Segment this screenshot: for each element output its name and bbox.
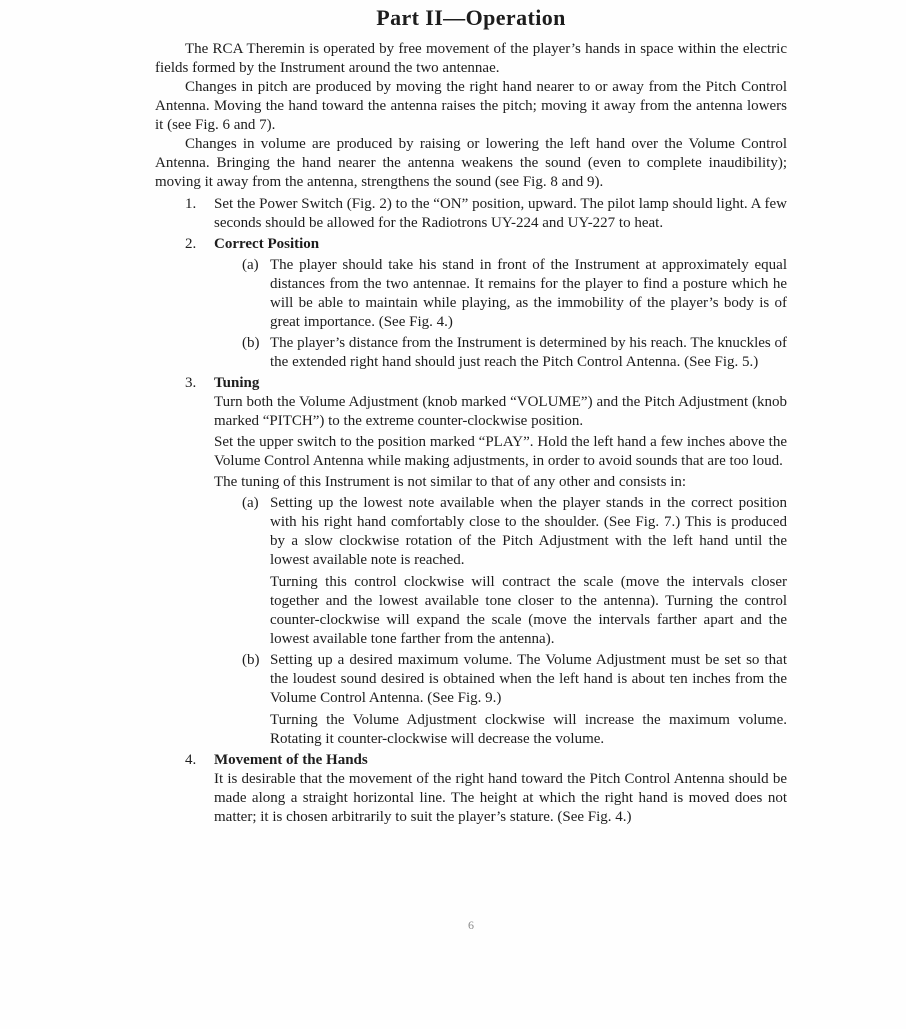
subitem-marker: (a) — [242, 257, 259, 273]
paragraph: The RCA Theremin is operated by free movement of the player’s hands in space within the electric fields formed by the Instrument around the two antennae. — [155, 41, 787, 76]
paragraph: The tuning of this Instrument is not similar to that of any other and consists in: — [214, 474, 687, 490]
subitem-content — [270, 494, 787, 649]
paragraph: The player’s distance from the Instrument is determined by his reach. The knuckles of the extended right hand should just reach the Pitch Control Antenna. (See Fig. 5.) — [270, 335, 787, 370]
list-item-correct-position — [155, 235, 787, 372]
item-content — [214, 751, 787, 827]
paragraph: Turning this control clockwise will contract the scale (move the intervals closer together and the lowest available tone closer to the antenna). Turning the control counter-clockwise will expand the scale (move the intervals farther apart and the lowest available tone farther from the antenna). — [270, 574, 787, 647]
page-number: 6 — [468, 918, 474, 932]
paragraph: Set the upper switch to the position marked “PLAY”. Hold the left hand a few inches above the Volume Control Antenna while making adjustments, in order to avoid sounds that are too loud. — [214, 434, 787, 469]
item-content — [214, 374, 787, 749]
paragraph: It is desirable that the movement of the right hand toward the Pitch Control Antenna should be made along a straight horizontal line. The height at which the right hand is moved does not matter; it is chosen arbitrarily to suit the player’s stature. (See Fig. 4.) — [214, 771, 787, 825]
item-content — [214, 195, 787, 233]
item-heading: Correct Position — [214, 236, 320, 252]
item-number: 2. — [185, 236, 197, 252]
paragraph: The player should take his stand in front of the Instrument at approximately equal distances from the two antennae. It remains for the player to find a posture which he will be able to maintain while playing, as the immobility of the player’s body is of great importance. (See Fig. 4.) — [270, 257, 787, 330]
paragraph: Setting up the lowest note available when the player stands in the correct position with his right hand comfortably close to the shoulder. (See Fig. 7.) This is produced by a slow clockwise rotation of the Pitch Adjustment with the left hand until the lowest available note is reached. — [270, 495, 787, 568]
intro-paragraphs — [155, 40, 787, 192]
page-title: Part II—Operation — [376, 5, 566, 30]
item-number: 4. — [185, 752, 197, 768]
list-item-power-switch — [155, 195, 787, 233]
item-content — [214, 235, 787, 372]
item-heading: Tuning — [214, 375, 260, 391]
paragraph: Changes in pitch are produced by moving the right hand nearer to or away from the Pitch Control Antenna. Moving the hand toward the antenna raises the pitch; moving it away from the antenna lowers it (see Fig. 6 and 7). — [155, 79, 787, 133]
subitem-marker: (b) — [242, 335, 260, 351]
list-item-movement-of-hands — [155, 751, 787, 827]
paragraph: Turning the Volume Adjustment clockwise will increase the maximum volume. Rotating it counter-clockwise will decrease the volume. — [270, 712, 787, 747]
subitem-content — [270, 334, 787, 372]
subitem-content — [270, 651, 787, 749]
operation-list — [155, 195, 787, 827]
subitem-marker: (b) — [242, 652, 260, 668]
item-number: 1. — [185, 196, 197, 212]
list-item-tuning — [155, 374, 787, 749]
subitem-marker: (a) — [242, 495, 259, 511]
subitem-a — [242, 494, 787, 649]
paragraph: Set the Power Switch (Fig. 2) to the “ON” position, upward. The pilot lamp should light. A few seconds should be allowed for the Radiotrons UY-224 and UY-227 to heat. — [214, 196, 787, 231]
item-number: 3. — [185, 375, 197, 391]
text-block — [155, 3, 787, 827]
subitem-content — [270, 256, 787, 332]
paragraph: Changes in volume are produced by raising or lowering the left hand over the Volume Control Antenna. Bringing the hand nearer the antenna weakens the sound (even to complete inaudibility); moving it away from the antenna, strengthens the sound (see Fig. 8 and 9). — [155, 136, 787, 190]
subitem-b — [242, 651, 787, 749]
subitem-a — [242, 256, 787, 332]
paragraph: Setting up a desired maximum volume. The Volume Adjustment must be set so that the loudest sound desired is obtained when the left hand is about ten inches from the Volume Control Antenna. (See Fig. 9.) — [270, 652, 787, 706]
subitem-b — [242, 334, 787, 372]
paragraph: Turn both the Volume Adjustment (knob marked “VOLUME”) and the Pitch Adjustment (knob marked “PITCH”) to the extreme counter-clockwise position. — [214, 394, 787, 429]
item-heading: Movement of the Hands — [214, 752, 368, 768]
